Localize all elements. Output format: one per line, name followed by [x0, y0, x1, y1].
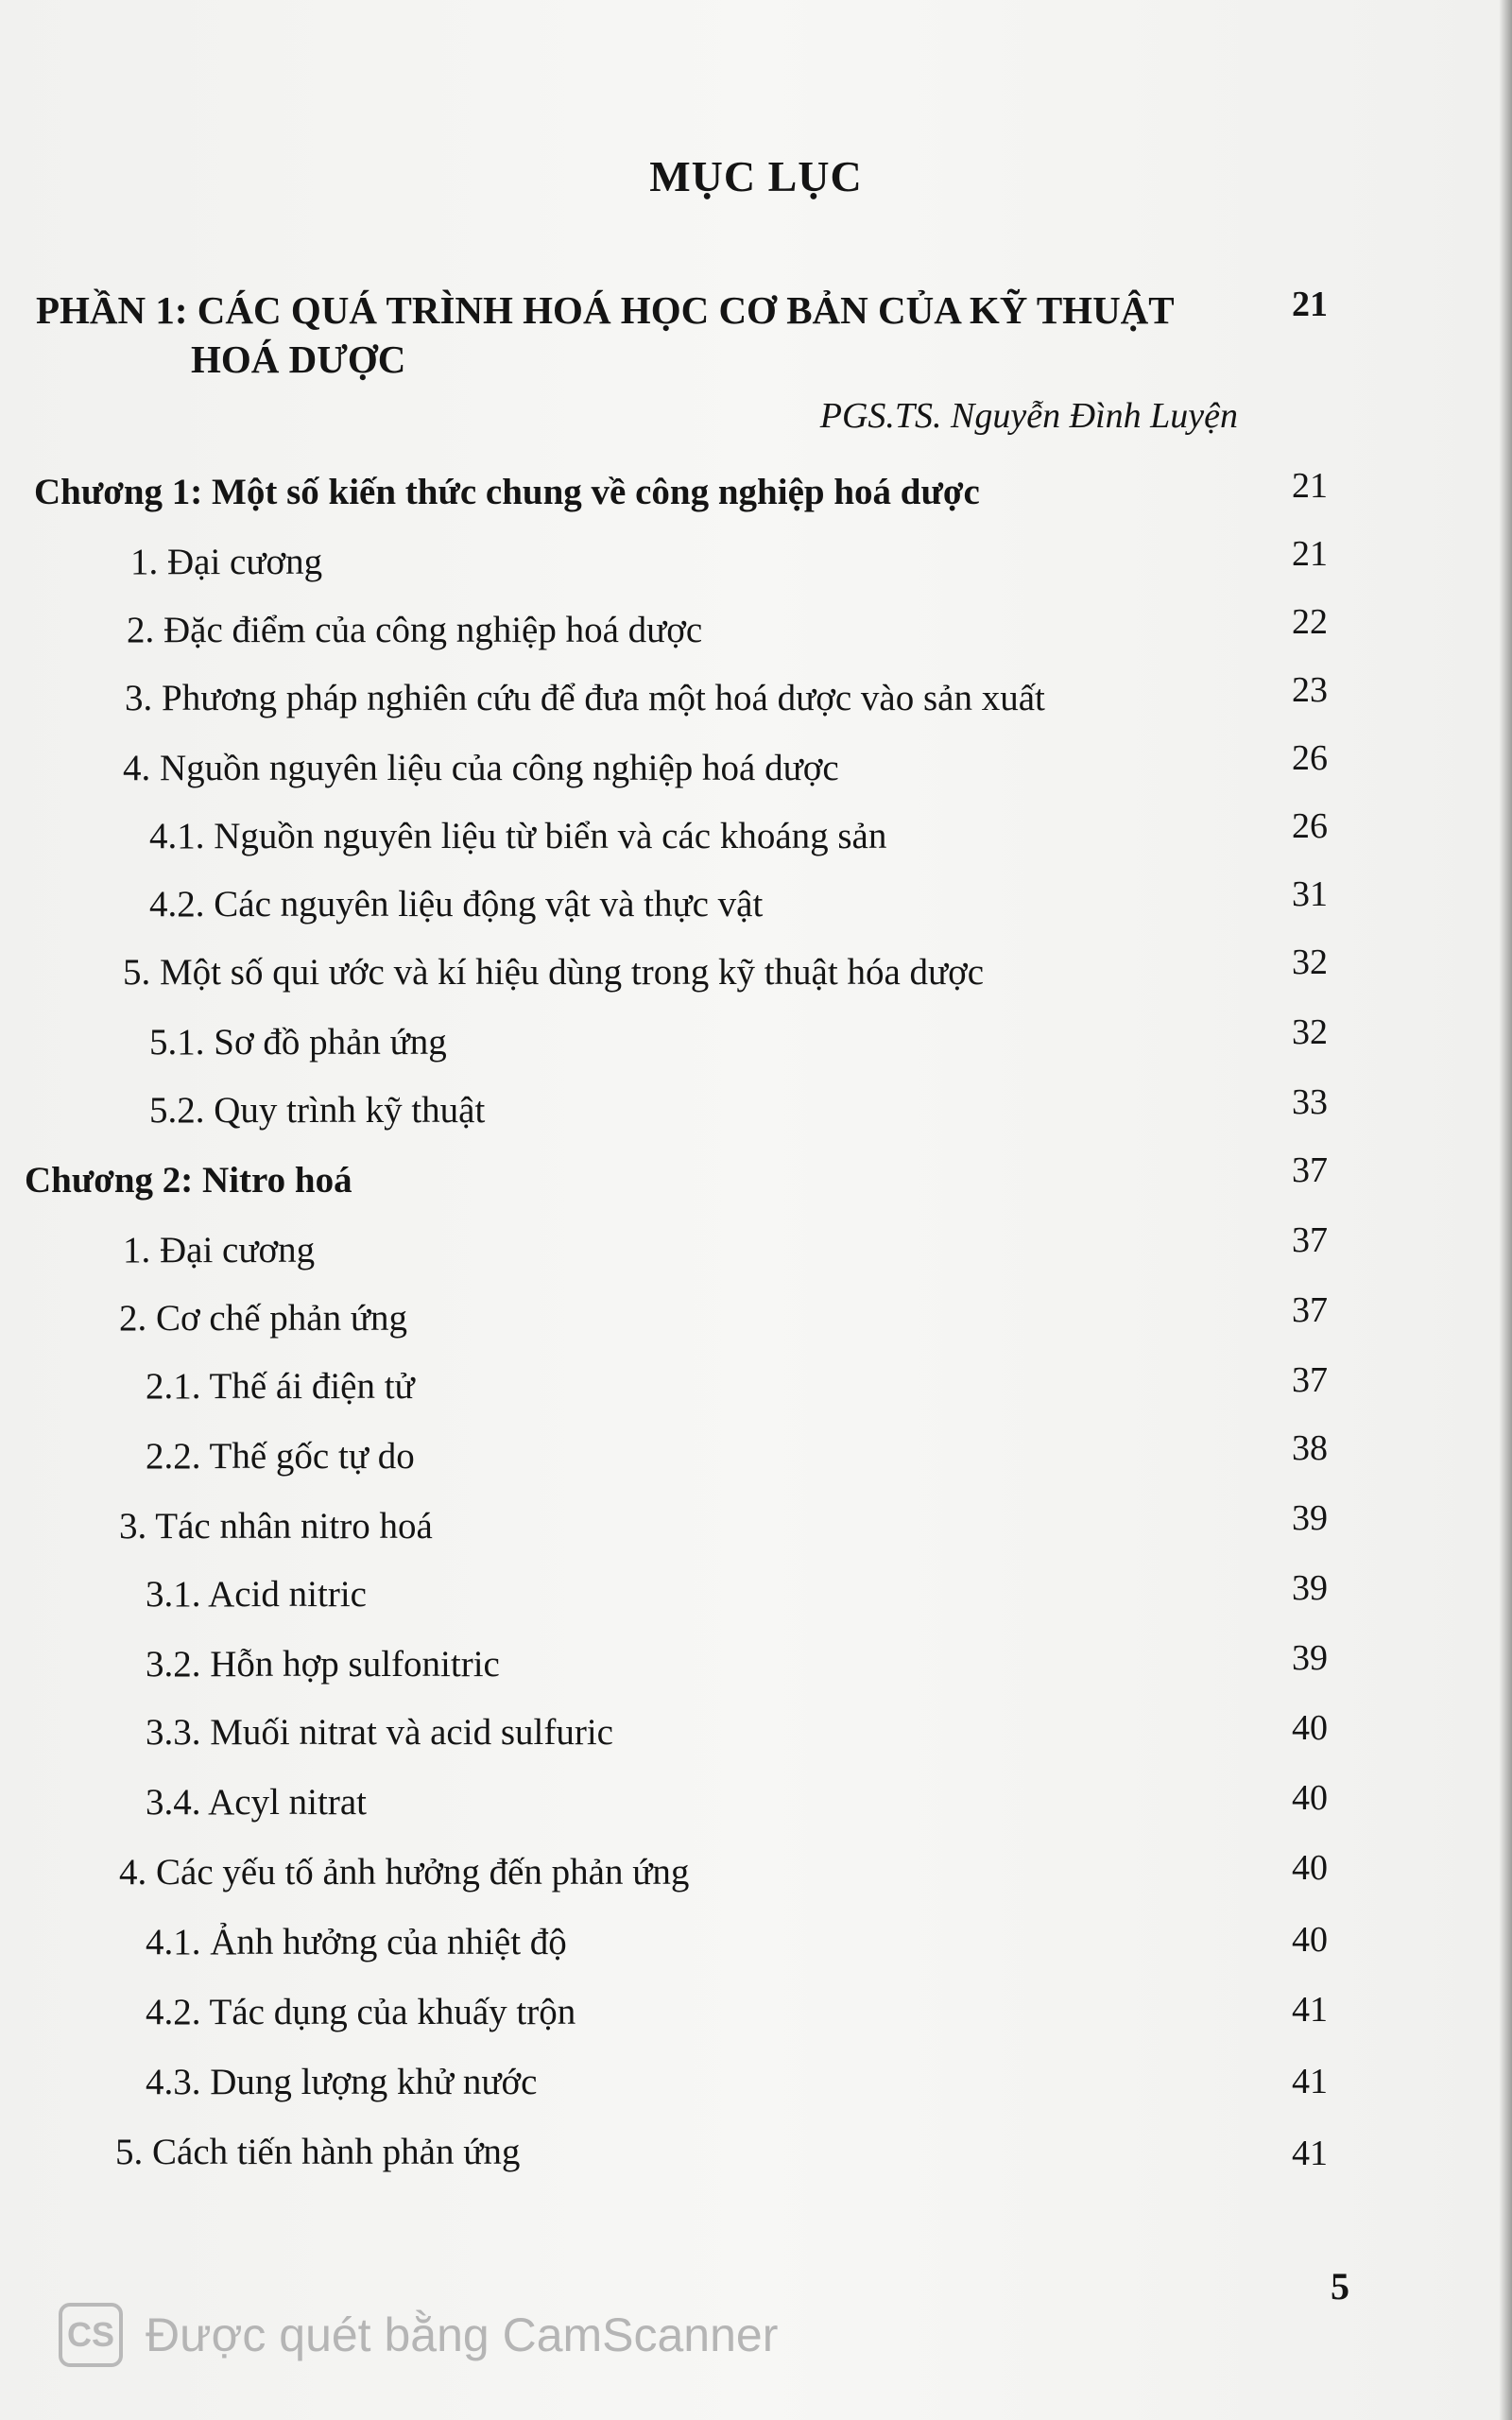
toc-page-number: 32 — [1292, 942, 1328, 982]
toc-page-number: 40 — [1292, 1708, 1328, 1748]
toc-page-number: 41 — [1292, 2134, 1328, 2173]
camscanner-logo-icon: CS — [59, 2303, 123, 2367]
toc-page-number: 23 — [1292, 670, 1328, 710]
toc-subentry: 3.1. Acid nitric — [146, 1574, 367, 1615]
chapter-2-heading: Chương 2: Nitro hoá — [25, 1160, 352, 1201]
toc-page-number: 40 — [1292, 1848, 1328, 1888]
toc-page-number: 31 — [1292, 874, 1328, 914]
toc-page-number: 21 — [1292, 285, 1328, 324]
page-edge-shadow — [1499, 0, 1512, 2420]
toc-page-number: 37 — [1292, 1290, 1328, 1330]
toc-page-number: 37 — [1292, 1150, 1328, 1190]
toc-page-number: 37 — [1292, 1360, 1328, 1400]
toc-subentry: 2.1. Thế ái điện tử — [146, 1366, 415, 1407]
page-number: 5 — [1331, 2265, 1349, 2308]
camscanner-watermark — [59, 2297, 778, 2373]
toc-subentry: 3.2. Hỗn hợp sulfonitric — [146, 1644, 500, 1685]
toc-page-number: 26 — [1292, 806, 1328, 846]
toc-subentry: 3.3. Muối nitrat và acid sulfuric — [146, 1712, 613, 1753]
toc-subentry: 5.2. Quy trình kỹ thuật — [149, 1090, 486, 1131]
chapter-1-heading: Chương 1: Một số kiến thức chung về công nghiệp hoá dược — [34, 472, 980, 512]
toc-entry: 1. Đại cương — [130, 542, 323, 582]
toc-page-number: 39 — [1292, 1498, 1328, 1538]
toc-page-number: 38 — [1292, 1428, 1328, 1468]
toc-page-number: 22 — [1292, 602, 1328, 642]
toc-page-number: 41 — [1292, 2062, 1328, 2101]
toc-page-number: 37 — [1292, 1220, 1328, 1260]
toc-subentry: 4.3. Dung lượng khử nước — [146, 2062, 538, 2102]
toc-page-number: 21 — [1292, 534, 1328, 574]
toc-entry: 5. Cách tiến hành phản ứng — [115, 2132, 521, 2172]
part-1-title-line-2: HOÁ DƯỢC — [191, 337, 406, 381]
author-credit: PGS.TS. Nguyễn Đình Luyện — [819, 396, 1238, 436]
toc-entry: 5. Một số qui ước và kí hiệu dùng trong kỹ thuật hóa dược — [123, 952, 985, 993]
toc-page-number: 39 — [1292, 1568, 1328, 1608]
toc-subentry: 3.4. Acyl nitrat — [146, 1782, 367, 1823]
toc-page-number: 32 — [1292, 1012, 1328, 1052]
toc-page-number: 26 — [1292, 738, 1328, 778]
toc-subentry: 4.2. Các nguyên liệu động vật và thực vật — [149, 884, 764, 925]
toc-entry: 4. Nguồn nguyên liệu của công nghiệp hoá dược — [123, 748, 839, 788]
toc-entry: 3. Tác nhân nitro hoá — [119, 1506, 433, 1547]
part-1-title-line-1: PHẦN 1: CÁC QUÁ TRÌNH HOÁ HỌC CƠ BẢN CỦA KỸ THUẬT — [36, 288, 1175, 332]
watermark-text: Được quét bằng CamScanner — [146, 2308, 779, 2361]
toc-page-number: 40 — [1292, 1920, 1328, 1960]
toc-entry: 1. Đại cương — [123, 1230, 316, 1270]
toc-page-number: 40 — [1292, 1778, 1328, 1818]
toc-entry: 4. Các yếu tố ảnh hưởng đến phản ứng — [119, 1852, 690, 1893]
toc-subentry: 4.2. Tác dụng của khuấy trộn — [146, 1992, 576, 2032]
toc-page-number: 41 — [1292, 1990, 1328, 2030]
toc-page-number: 21 — [1292, 466, 1328, 506]
toc-page-number: 39 — [1292, 1638, 1328, 1678]
toc-subentry: 4.1. Nguồn nguyên liệu từ biển và các khoáng sản — [149, 816, 887, 856]
toc-entry: 3. Phương pháp nghiên cứu để đưa một hoá dược vào sản xuất — [125, 678, 1045, 718]
toc-subentry: 4.1. Ảnh hưởng của nhiệt độ — [146, 1922, 567, 1962]
toc-subentry: 2.2. Thế gốc tự do — [146, 1436, 415, 1477]
toc-page-number: 33 — [1292, 1082, 1328, 1122]
toc-entry: 2. Cơ chế phản ứng — [119, 1298, 407, 1339]
page-title: MỤC LỤC — [649, 152, 863, 200]
toc-subentry: 5.1. Sơ đồ phản ứng — [149, 1022, 447, 1063]
toc-entry: 2. Đặc điểm của công nghiệp hoá dược — [127, 610, 703, 650]
